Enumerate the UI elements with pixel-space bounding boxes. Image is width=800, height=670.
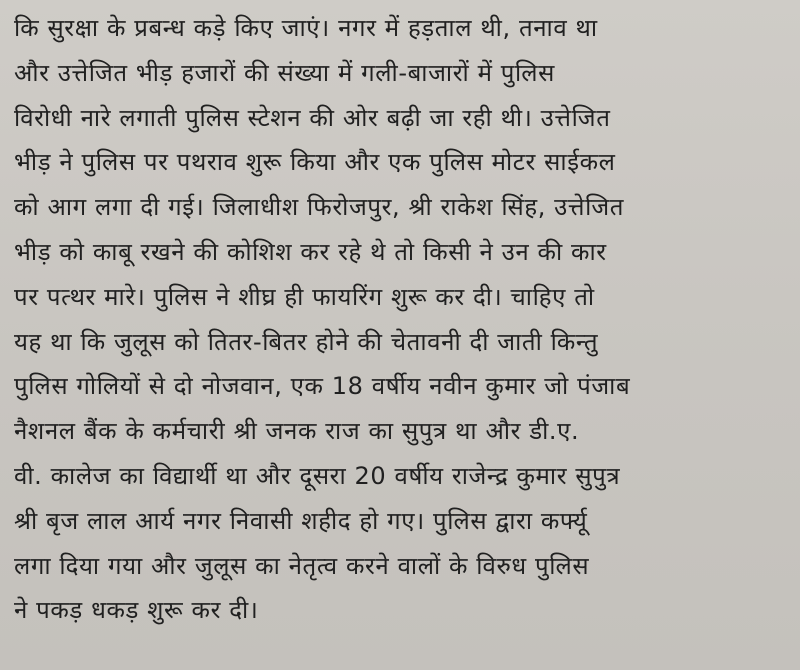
text-line-3: विरोधी नारे लगाती पुलिस स्टेशन की ओर बढ़ी जा रही थी। उत्तेजित bbox=[14, 103, 611, 132]
text-line-7: पर पत्थर मारे। पुलिस ने शीघ्र ही फायरिंग शुरू कर दी। चाहिए तो bbox=[14, 282, 595, 311]
text-line-6: भीड़ को काबू रखने की कोशिश कर रहे थे तो किसी ने उन की कार bbox=[14, 237, 607, 266]
text-line-10: नैशनल बैंक के कर्मचारी श्री जनक राज का सुपुत्र था और डी.ए. bbox=[14, 417, 580, 446]
text-line-9: पुलिस गोलियों से दो नोजवान, एक 18 वर्षीय नवीन कुमार जो पंजाब bbox=[14, 372, 631, 401]
text-line-4: भीड़ ने पुलिस पर पथराव शुरू किया और एक पुलिस मोटर साईकल bbox=[14, 148, 616, 177]
text-line-13: लगा दिया गया और जुलूस का नेतृत्व करने वालों के विरुध पुलिस bbox=[14, 551, 590, 580]
text-line-1: कि सुरक्षा के प्रबन्ध कड़े किए जाएं। नगर में हड़ताल थी, तनाव था bbox=[14, 14, 598, 42]
text-line-2: और उत्तेजित भीड़ हजारों की संख्या में गली-बाजारों में पुलिस bbox=[14, 58, 555, 87]
text-line-11: वी. कालेज का विद्यार्थी था और दूसरा 20 वर्षीय राजेन्द्र कुमार सुपुत्र bbox=[14, 461, 621, 490]
text-line-12: श्री बृज लाल आर्य नगर निवासी शहीद हो गए। पुलिस द्वारा कर्फ्यू bbox=[14, 506, 588, 535]
text-line-8: यह था कि जुलूस को तितर-बितर होने की चेतावनी दी जाती किन्तु bbox=[14, 327, 599, 356]
text-line-5: को आग लगा दी गई। जिलाधीश फिरोजपुर, श्री राकेश सिंह, उत्तेजित bbox=[14, 193, 625, 222]
article-text bbox=[14, 6, 788, 633]
text-line-14: ने पकड़ धकड़ शुरू कर दी। bbox=[14, 596, 259, 625]
